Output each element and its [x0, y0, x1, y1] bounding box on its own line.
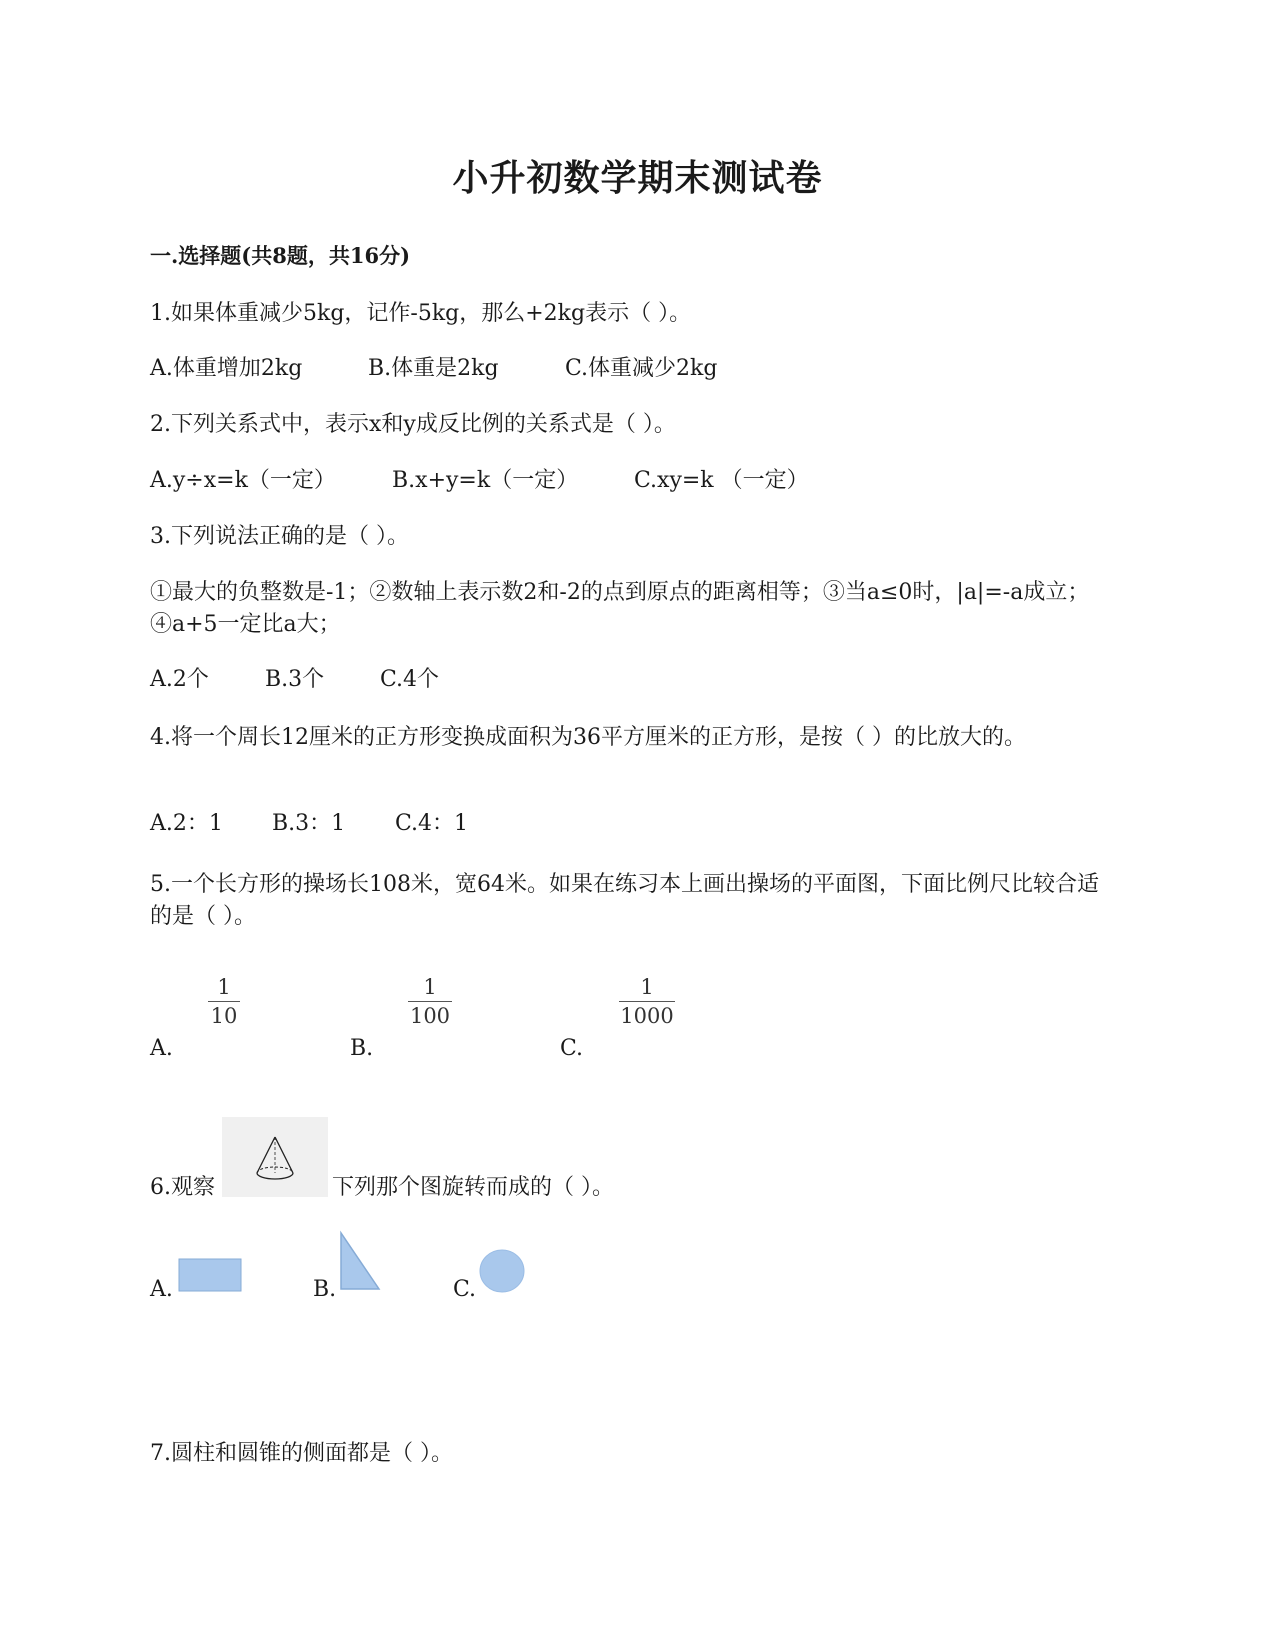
option-a: A.2个: [150, 667, 209, 692]
option-b: B.3：1: [272, 811, 346, 836]
fraction-numerator: 1: [423, 975, 437, 999]
fraction-bar: [208, 1001, 240, 1002]
question-3-text: 3.下列说法正确的是（ ）。: [150, 524, 409, 549]
fraction-numerator: 1: [640, 975, 654, 999]
option-a: A.2：1: [150, 811, 223, 836]
fraction-b: [408, 975, 452, 1028]
fraction-denominator: 10: [210, 1004, 238, 1028]
option-a: A.: [150, 1277, 173, 1302]
fraction-a: [208, 975, 240, 1028]
option-c: C.: [453, 1277, 477, 1302]
option-a: A.: [150, 1036, 173, 1061]
option-b: B.: [350, 1036, 374, 1061]
option-a: A.体重增加2kg: [150, 356, 303, 381]
question-3-statement: ①最大的负整数是-1；②数轴上表示数2和-2的点到原点的距离相等；③当a≤0时，|a|=-a成立；④a+5一定比a大；: [150, 580, 1090, 637]
option-c: C.4：1: [395, 811, 469, 836]
option-c: C.xy=k （一定）: [634, 468, 809, 493]
fraction-denominator: 1000: [620, 1004, 674, 1028]
fraction-c: [619, 975, 675, 1028]
question-7-text: 7.圆柱和圆锥的侧面都是（ ）。: [150, 1441, 453, 1466]
fraction-numerator: 1: [217, 975, 231, 999]
option-b: B.: [313, 1277, 337, 1302]
fraction-bar: [619, 1001, 675, 1002]
option-b: B.体重是2kg: [368, 356, 499, 381]
option-c: C.体重减少2kg: [565, 356, 718, 381]
fraction-denominator: 100: [409, 1004, 451, 1028]
page-title: 小升初数学期末测试卷: [452, 157, 823, 199]
option-a: A.y÷x=k（一定）: [150, 468, 336, 493]
option-c: C.4个: [380, 667, 440, 692]
right-triangle-icon: [338, 1230, 382, 1292]
question-4-text: 4.将一个周长12厘米的正方形变换成面积为36平方厘米的正方形，是按（ ）的比放大的。: [150, 725, 1026, 750]
cone-icon: [222, 1117, 328, 1197]
question-6-text-before: 6.观察: [150, 1175, 215, 1200]
option-b: B.3个: [265, 667, 325, 692]
question-5-text: 5.一个长方形的操场长108米，宽64米。如果在练习本上画出操场的平面图，下面比例尺比较合适的是（ ）。: [150, 872, 1099, 929]
section-heading: 一.选择题(共8题，共16分): [150, 243, 411, 268]
cone-figure: [222, 1117, 328, 1197]
option-b: B.x+y=k（一定）: [392, 468, 579, 493]
question-6-text-after: 下列那个图旋转而成的（ ）。: [332, 1175, 614, 1200]
question-1-text: 1.如果体重减少5kg，记作-5kg，那么+2kg表示（ ）。: [150, 301, 692, 326]
question-2-text: 2.下列关系式中，表示x和y成反比例的关系式是（ ）。: [150, 412, 676, 437]
rectangle-icon: [178, 1258, 242, 1292]
option-c: C.: [560, 1036, 584, 1061]
fraction-bar: [408, 1001, 452, 1002]
circle-icon: [478, 1248, 526, 1294]
